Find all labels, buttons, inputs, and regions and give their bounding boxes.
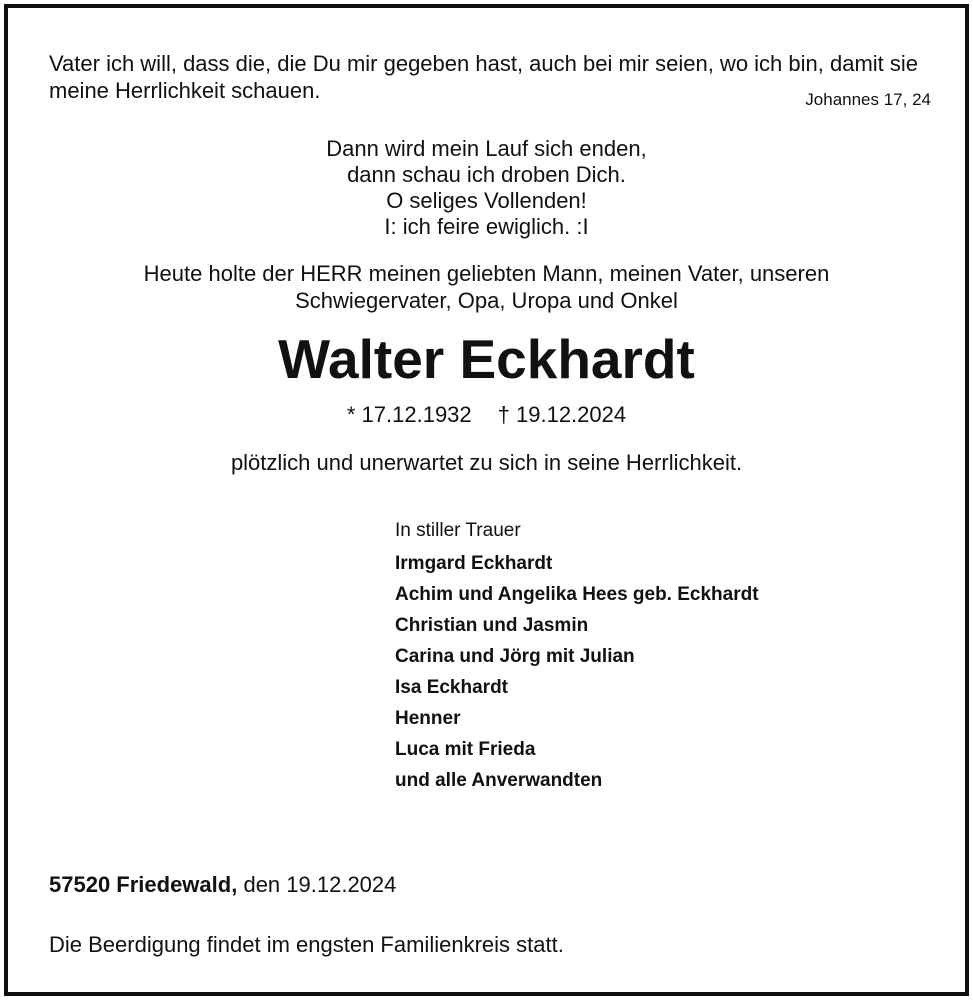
obituary-notice [4, 4, 969, 996]
mourner-name: Carina und Jörg mit Julian [395, 646, 635, 667]
mourner-name: Luca mit Frieda [395, 739, 536, 760]
place-location: 57520 Friedewald, [49, 872, 238, 897]
mourner-name: Isa Eckhardt [395, 677, 508, 698]
mourning-lead: In stiller Trauer [395, 520, 521, 541]
funeral-note: Die Beerdigung findet im engsten Familienkreis statt. [49, 932, 564, 957]
poem-line: Dann wird mein Lauf sich enden, [326, 136, 647, 161]
poem [8, 136, 965, 240]
intro-line: Schwiegervater, Opa, Uropa und Onkel [295, 288, 678, 313]
life-dates [8, 402, 965, 428]
poem-line: dann schau ich droben Dich. [347, 162, 626, 187]
mourner-name: Christian und Jasmin [395, 615, 589, 636]
poem-line: O seliges Vollenden! [386, 188, 587, 213]
mourner-name: Achim und Angelika Hees geb. Eckhardt [395, 584, 759, 605]
intro-line: Heute holte der HERR meinen geliebten Mann, meinen Vater, unseren [143, 261, 830, 286]
place-and-date [49, 872, 396, 898]
birth-date: * 17.12.1932 [346, 402, 472, 427]
place-date: den 19.12.2024 [243, 872, 397, 897]
mourner-name: und alle Anverwandten [395, 770, 603, 791]
mourner-name: Irmgard Eckhardt [395, 553, 553, 574]
bible-verse: Vater ich will, dass die, die Du mir gegeben hast, auch bei mir seien, wo ich bin, damit sie meine Herrlichkeit schauen. [49, 51, 919, 103]
verse-reference: Johannes 17, 24 [805, 90, 931, 109]
deceased-name: Walter Eckhardt [278, 328, 695, 390]
mourner-name: Henner [395, 708, 461, 729]
poem-line: I: ich feire ewiglich. :I [384, 214, 589, 239]
announcement-closing: plötzlich und unerwartet zu sich in seine Herrlichkeit. [230, 450, 743, 475]
mourners-list [395, 518, 759, 796]
death-date: † 19.12.2024 [497, 402, 627, 427]
announcement-intro [8, 260, 965, 314]
